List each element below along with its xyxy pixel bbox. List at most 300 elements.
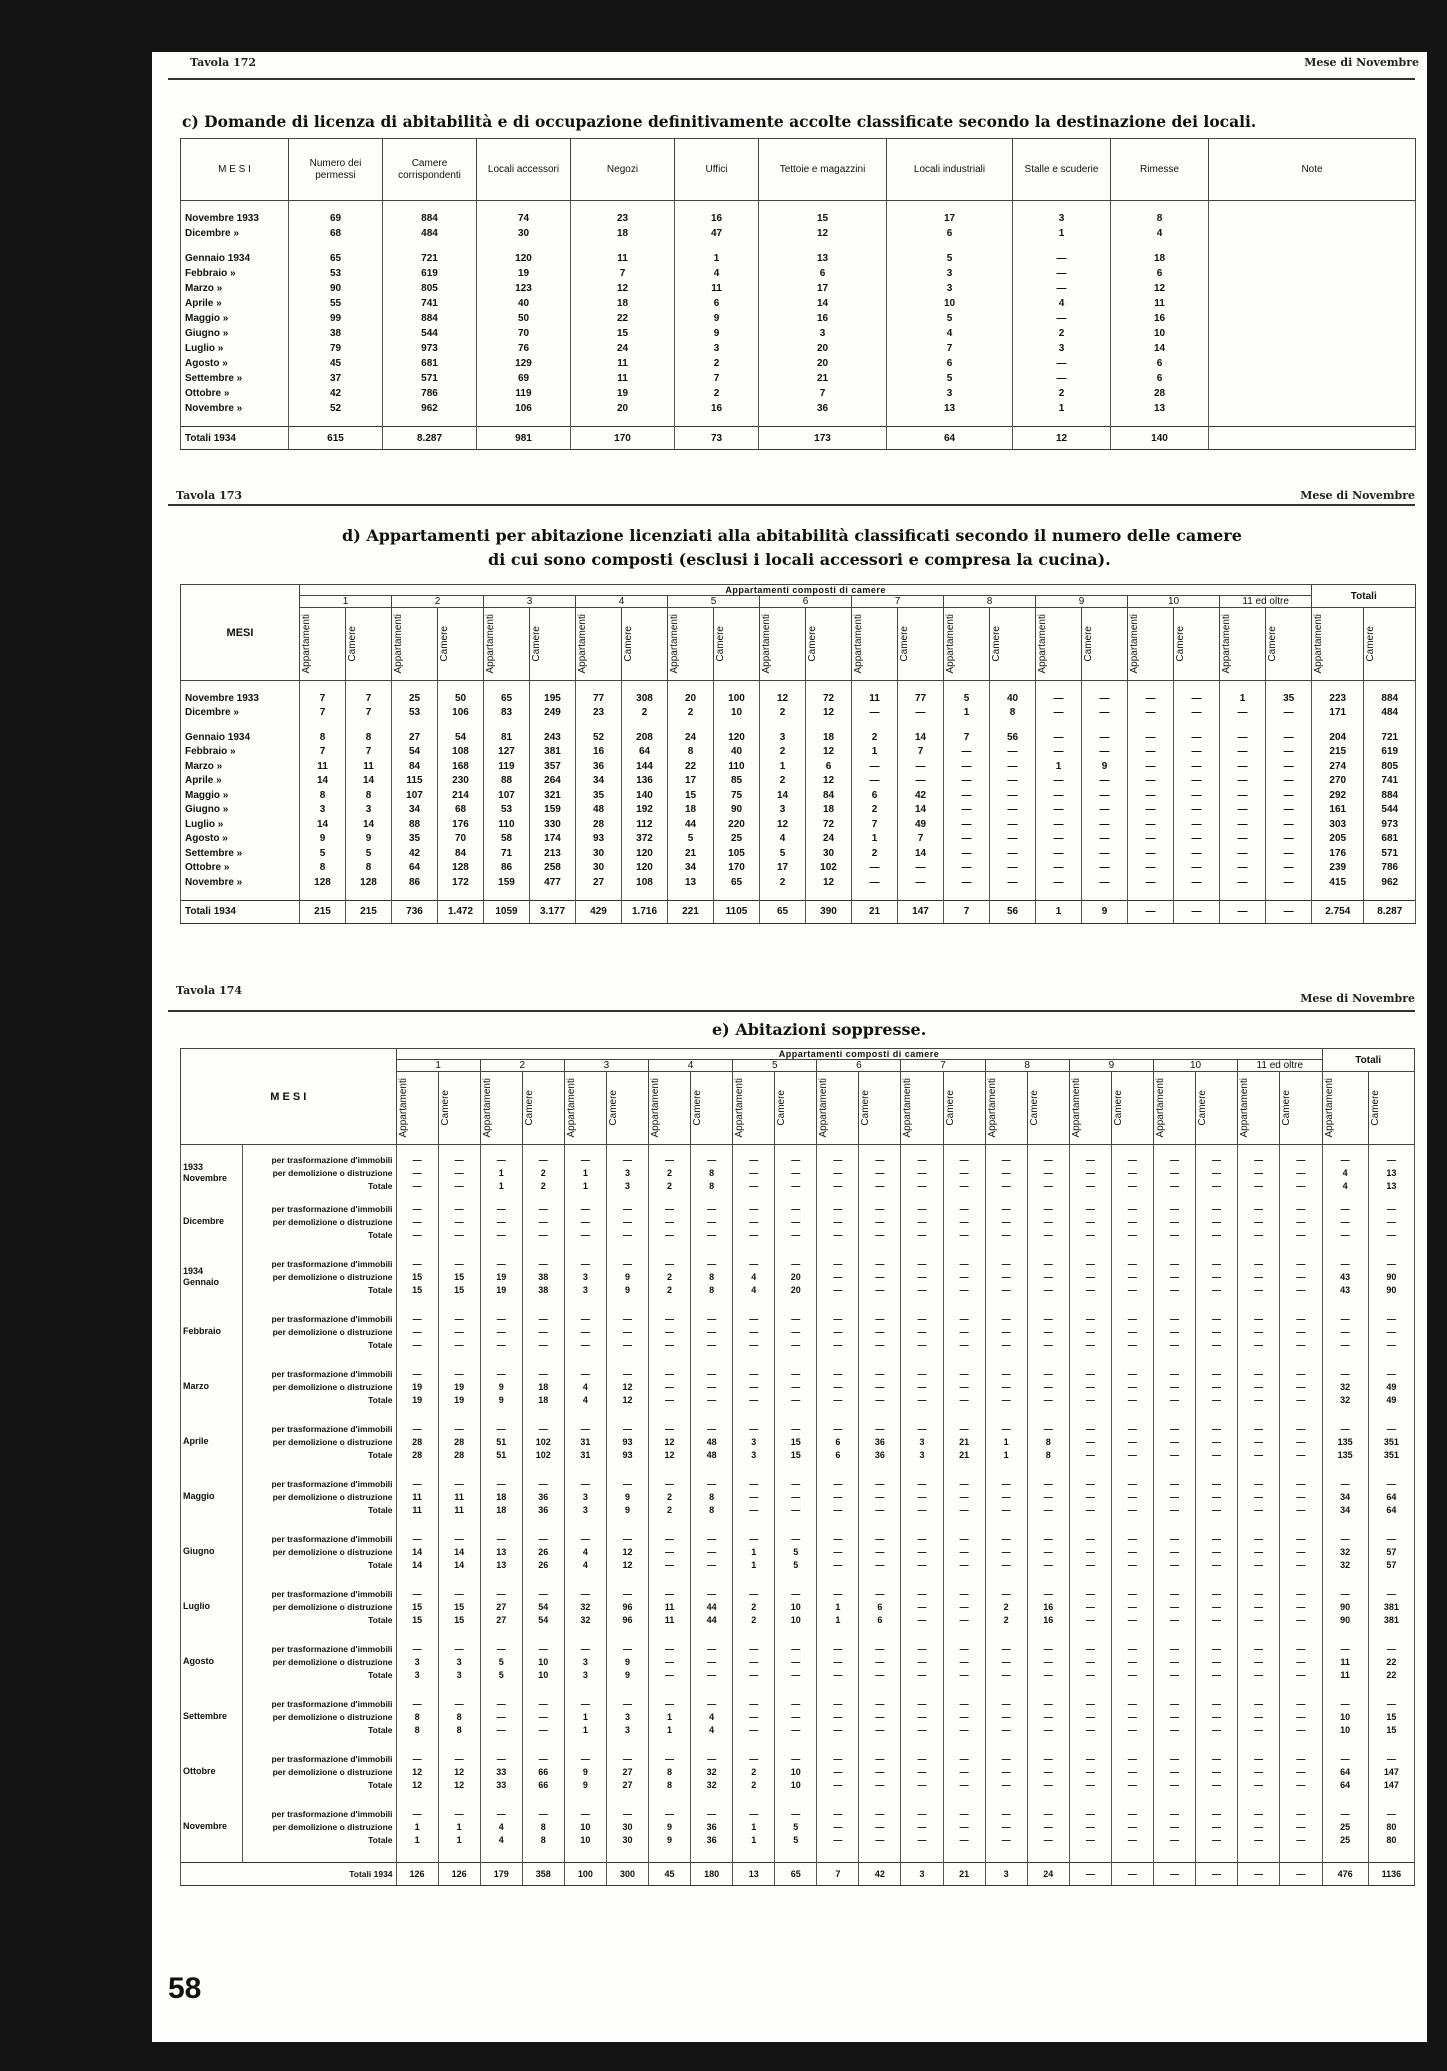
spacer-cell: [714, 890, 760, 901]
row-value: —: [1280, 1503, 1322, 1516]
row-value: —: [733, 1655, 775, 1668]
spacer-cell: [181, 1626, 243, 1642]
row-value: —: [859, 1490, 901, 1503]
row-value: —: [1266, 788, 1312, 803]
row-value: —: [1153, 1532, 1195, 1545]
spacer-cell: [1368, 1846, 1414, 1863]
row-value: 3: [606, 1723, 648, 1736]
row-value: 93: [606, 1435, 648, 1448]
row-value: —: [606, 1587, 648, 1600]
row-value: —: [733, 1422, 775, 1435]
row-value: —: [985, 1202, 1027, 1215]
row-value: —: [438, 1312, 480, 1325]
spacer-cell: [300, 681, 346, 692]
vertical-label: Camere: [899, 626, 910, 662]
row-value: 2: [675, 356, 759, 371]
row-value: —: [1027, 1710, 1069, 1723]
row-value: —: [985, 1257, 1027, 1270]
spacer-cell: [477, 201, 571, 212]
spacer-cell: [1322, 1571, 1368, 1587]
note-cell: [1209, 226, 1416, 241]
row-value: 120: [622, 846, 668, 861]
row-value: —: [1128, 803, 1174, 818]
table-e-row: [181, 1587, 1415, 1600]
spacer-cell: [1196, 1846, 1238, 1863]
row-value: 6: [759, 266, 887, 281]
row-value: —: [564, 1312, 606, 1325]
row-value: —: [1238, 1820, 1280, 1833]
row-value: —: [564, 1697, 606, 1710]
row-value: —: [522, 1532, 564, 1545]
row-value: 16: [675, 401, 759, 416]
row-value: —: [438, 1367, 480, 1380]
row-value: —: [1153, 1723, 1195, 1736]
spacer-cell: [606, 1626, 648, 1642]
row-value: 13: [1368, 1179, 1414, 1192]
spacer-cell: [1266, 890, 1312, 901]
row-value: —: [817, 1367, 859, 1380]
row-value: —: [480, 1202, 522, 1215]
spacer-cell: [649, 1736, 691, 1752]
row-value: —: [1238, 1228, 1280, 1241]
row-month: Maggio »: [181, 311, 289, 326]
row-value: 2: [733, 1778, 775, 1791]
row-value: —: [1220, 846, 1266, 861]
row-value: —: [1238, 1600, 1280, 1613]
row-value: —: [1027, 1270, 1069, 1283]
row-value: 22: [571, 311, 675, 326]
spacer-cell: [438, 1626, 480, 1642]
spacer-cell: [438, 1241, 480, 1257]
spacer-cell: [859, 1461, 901, 1477]
vertical-label: Appartamenti: [481, 1078, 493, 1138]
row-value: —: [1013, 281, 1111, 296]
row-value: —: [1196, 1545, 1238, 1558]
row-value: —: [396, 1325, 438, 1338]
row-value: —: [438, 1215, 480, 1228]
row-value: 36: [859, 1435, 901, 1448]
spacer-cell: [606, 1571, 648, 1587]
row-value: 11: [396, 1503, 438, 1516]
row-value: 9: [564, 1778, 606, 1791]
row-value: 26: [522, 1558, 564, 1571]
vertical-label: Camere: [807, 626, 818, 662]
spacer-cell: [943, 1145, 985, 1154]
row-value: 1: [985, 1435, 1027, 1448]
row-value: —: [1322, 1477, 1368, 1490]
row-value: —: [859, 1270, 901, 1283]
row-value: 2: [733, 1765, 775, 1778]
row-value: 681: [1364, 832, 1416, 847]
table-d-row: [181, 788, 1416, 803]
row-value: —: [901, 1532, 943, 1545]
row-value: —: [1196, 1380, 1238, 1393]
row-value: —: [1027, 1545, 1069, 1558]
row-value: 330: [530, 817, 576, 832]
row-value: 120: [714, 730, 760, 745]
row-value: 12: [606, 1393, 648, 1406]
row-value: —: [775, 1215, 817, 1228]
row-value: 3: [1013, 211, 1111, 226]
row-value: —: [649, 1545, 691, 1558]
table-e-row: [181, 1166, 1415, 1179]
row-value: —: [691, 1668, 733, 1681]
spacer-cell: [1280, 1846, 1322, 1863]
row-value: —: [817, 1545, 859, 1558]
spacer-cell: [691, 1626, 733, 1642]
row-value: 28: [438, 1435, 480, 1448]
row-value: —: [775, 1422, 817, 1435]
row-value: —: [1153, 1202, 1195, 1215]
row-value: —: [1111, 1697, 1153, 1710]
row-value: 15: [1368, 1723, 1414, 1736]
row-value: 6: [859, 1613, 901, 1626]
spacer-cell: [943, 1571, 985, 1587]
row-sub-label: Totale: [242, 1283, 396, 1296]
spacer-cell: [859, 1846, 901, 1863]
row-month: 1934 Gennaio: [181, 1257, 243, 1296]
spacer-cell: [622, 720, 668, 730]
row-value: —: [1111, 1807, 1153, 1820]
row-value: 86: [392, 875, 438, 890]
row-value: —: [1174, 875, 1220, 890]
spacer-cell: [901, 1626, 943, 1642]
row-value: 17: [887, 211, 1013, 226]
table-e-sub-header-appartamenti: [564, 1072, 606, 1145]
note-cell: [1209, 326, 1416, 341]
row-value: —: [1153, 1257, 1195, 1270]
spacer-cell: [1069, 1791, 1111, 1807]
spacer-cell: [943, 1516, 985, 1532]
row-value: 3: [564, 1655, 606, 1668]
spacer-cell: [943, 1192, 985, 1202]
row-value: —: [1128, 745, 1174, 760]
row-value: —: [817, 1820, 859, 1833]
spacer-cell: [522, 1406, 564, 1422]
spacer-cell: [675, 416, 759, 427]
row-value: 270: [1312, 774, 1364, 789]
row-value: —: [1196, 1807, 1238, 1820]
row-value: —: [859, 1393, 901, 1406]
spacer-cell: [522, 1516, 564, 1532]
row-value: 2: [985, 1600, 1027, 1613]
table-e-spacer: [181, 1351, 1415, 1367]
row-value: 13: [480, 1558, 522, 1571]
spacer-cell: [522, 1145, 564, 1154]
row-value: —: [901, 1587, 943, 1600]
spacer-cell: [438, 1681, 480, 1697]
row-value: 15: [396, 1270, 438, 1283]
row-value: 8: [1027, 1448, 1069, 1461]
row-value: 4: [564, 1393, 606, 1406]
row-value: 721: [1364, 730, 1416, 745]
spacer-cell: [1128, 720, 1174, 730]
row-value: 65: [289, 251, 383, 266]
row-value: 2: [852, 803, 898, 818]
row-value: —: [396, 1312, 438, 1325]
row-value: 66: [522, 1765, 564, 1778]
table-c-row: [181, 296, 1416, 311]
row-value: —: [691, 1228, 733, 1241]
row-value: —: [943, 1668, 985, 1681]
row-value: —: [1111, 1655, 1153, 1668]
row-value: 1: [480, 1166, 522, 1179]
row-value: —: [733, 1587, 775, 1600]
row-value: 105: [714, 846, 760, 861]
vertical-label: Camere: [1365, 626, 1377, 662]
row-value: —: [691, 1642, 733, 1655]
vertical-label: Camere: [347, 626, 358, 662]
row-value: 6: [859, 1600, 901, 1613]
vertical-label: Camere: [860, 1090, 872, 1126]
row-value: —: [1196, 1532, 1238, 1545]
row-value: —: [606, 1752, 648, 1765]
row-value: —: [1280, 1752, 1322, 1765]
row-value: —: [1111, 1587, 1153, 1600]
spacer-cell: [1111, 1145, 1153, 1154]
spacer-cell: [691, 1571, 733, 1587]
row-value: 24: [668, 730, 714, 745]
row-value: —: [1036, 745, 1082, 760]
table-d-row: [181, 817, 1416, 832]
row-value: 1: [1220, 691, 1266, 706]
row-value: 1: [817, 1600, 859, 1613]
row-value: 3: [760, 803, 806, 818]
row-month: Gennaio 1934: [181, 730, 300, 745]
spacer-cell: [1027, 1571, 1069, 1587]
row-value: 5: [300, 846, 346, 861]
row-value: —: [1238, 1710, 1280, 1723]
row-value: —: [859, 1202, 901, 1215]
table-e-size-header: 6: [817, 1060, 901, 1072]
row-value: 619: [383, 266, 477, 281]
table-d-sub-header-appartamenti: [760, 608, 806, 681]
spacer-cell: [1368, 1516, 1414, 1532]
row-value: —: [649, 1367, 691, 1380]
row-value: —: [775, 1166, 817, 1179]
total-value: —: [1220, 900, 1266, 923]
row-value: —: [480, 1642, 522, 1655]
row-value: 9: [1082, 759, 1128, 774]
spacer-cell: [775, 1296, 817, 1312]
row-value: 28: [1111, 386, 1209, 401]
spacer-cell: [522, 1296, 564, 1312]
row-value: 27: [480, 1613, 522, 1626]
row-value: —: [985, 1215, 1027, 1228]
row-value: 11: [300, 759, 346, 774]
row-sub-label: Totale: [242, 1179, 396, 1192]
row-value: —: [944, 817, 990, 832]
spacer-cell: [181, 1145, 243, 1154]
row-value: 3: [759, 326, 887, 341]
spacer-cell: [438, 1296, 480, 1312]
spacer-cell: [714, 720, 760, 730]
row-value: —: [859, 1723, 901, 1736]
row-value: —: [1027, 1503, 1069, 1516]
spacer-cell: [817, 1296, 859, 1312]
row-value: 35: [392, 832, 438, 847]
note-cell: [1209, 281, 1416, 296]
table-c-header-cell: Locali accessori: [477, 139, 571, 201]
row-value: —: [943, 1202, 985, 1215]
spacer-cell: [242, 1461, 396, 1477]
spacer-cell: [901, 1846, 943, 1863]
tavola-173-label: Tavola 173: [176, 489, 243, 502]
spacer-cell: [1322, 1296, 1368, 1312]
row-value: 2: [852, 730, 898, 745]
row-value: 47: [675, 226, 759, 241]
row-value: —: [733, 1503, 775, 1516]
spacer-cell: [1174, 681, 1220, 692]
row-value: —: [1368, 1325, 1414, 1338]
row-value: 25: [1322, 1833, 1368, 1846]
row-value: —: [1238, 1283, 1280, 1296]
row-value: —: [1280, 1477, 1322, 1490]
spacer-cell: [1280, 1626, 1322, 1642]
vertical-label: Appartamenti: [853, 614, 864, 674]
row-value: 6: [817, 1448, 859, 1461]
spacer-cell: [480, 1145, 522, 1154]
row-value: 34: [576, 774, 622, 789]
row-value: 66: [522, 1778, 564, 1791]
row-value: —: [1368, 1228, 1414, 1241]
row-value: —: [985, 1283, 1027, 1296]
row-value: —: [859, 1642, 901, 1655]
spacer-cell: [985, 1241, 1027, 1257]
row-value: 4: [480, 1833, 522, 1846]
spacer-cell: [943, 1736, 985, 1752]
row-value: 90: [1368, 1283, 1414, 1296]
row-value: —: [1069, 1393, 1111, 1406]
row-value: —: [901, 1833, 943, 1846]
row-value: 16: [1027, 1600, 1069, 1613]
row-value: —: [901, 1257, 943, 1270]
row-value: —: [859, 1710, 901, 1723]
row-value: 5: [346, 846, 392, 861]
row-value: —: [1153, 1166, 1195, 1179]
row-value: —: [522, 1215, 564, 1228]
spacer-cell: [649, 1626, 691, 1642]
row-value: —: [1280, 1820, 1322, 1833]
row-value: 20: [668, 691, 714, 706]
row-value: 27: [392, 730, 438, 745]
row-value: —: [438, 1422, 480, 1435]
row-value: 10: [564, 1833, 606, 1846]
row-value: —: [1280, 1367, 1322, 1380]
row-value: 4: [564, 1380, 606, 1393]
row-value: 21: [943, 1448, 985, 1461]
row-value: —: [1196, 1668, 1238, 1681]
spacer-cell: [859, 1791, 901, 1807]
row-value: —: [1280, 1613, 1322, 1626]
row-value: —: [480, 1367, 522, 1380]
total-value: —: [1111, 1863, 1153, 1886]
spacer-cell: [901, 1681, 943, 1697]
vertical-label: Camere: [1175, 626, 1186, 662]
row-value: —: [649, 1558, 691, 1571]
spacer-cell: [181, 1461, 243, 1477]
table-e-row: [181, 1338, 1415, 1351]
spacer-cell: [522, 1736, 564, 1752]
row-value: 7: [852, 817, 898, 832]
spacer-cell: [817, 1791, 859, 1807]
row-value: —: [1128, 759, 1174, 774]
row-value: 9: [564, 1765, 606, 1778]
vertical-label: Appartamenti: [1129, 614, 1140, 674]
table-d-top-rule: [168, 504, 1415, 506]
note-cell: [1209, 311, 1416, 326]
row-value: 159: [530, 803, 576, 818]
row-value: 6: [1111, 356, 1209, 371]
row-value: 93: [606, 1448, 648, 1461]
row-value: —: [1111, 1710, 1153, 1723]
row-value: 34: [1322, 1503, 1368, 1516]
row-value: —: [606, 1367, 648, 1380]
row-value: —: [438, 1697, 480, 1710]
row-value: —: [1196, 1325, 1238, 1338]
row-value: —: [943, 1490, 985, 1503]
row-value: —: [733, 1642, 775, 1655]
spacer-cell: [480, 1192, 522, 1202]
row-value: 83: [484, 706, 530, 721]
row-value: 1: [564, 1710, 606, 1723]
row-value: —: [1069, 1490, 1111, 1503]
row-value: —: [817, 1338, 859, 1351]
vertical-label: Camere: [776, 1090, 788, 1126]
vertical-label: Appartamenti: [986, 1078, 998, 1138]
row-value: 14: [1111, 341, 1209, 356]
spacer-cell: [859, 1351, 901, 1367]
row-value: 44: [668, 817, 714, 832]
row-value: —: [1196, 1367, 1238, 1380]
row-value: —: [1266, 745, 1312, 760]
table-c-row: [181, 401, 1416, 416]
spacer-cell: [1027, 1461, 1069, 1477]
row-value: —: [438, 1752, 480, 1765]
spacer-cell: [775, 1406, 817, 1422]
row-sub-label: per trasformazione d'immobili: [242, 1202, 396, 1215]
row-value: 18: [668, 803, 714, 818]
row-value: —: [1238, 1202, 1280, 1215]
row-value: 88: [392, 817, 438, 832]
spacer-cell: [901, 1351, 943, 1367]
row-value: —: [1027, 1153, 1069, 1166]
row-value: 7: [346, 691, 392, 706]
row-value: 13: [759, 251, 887, 266]
row-value: —: [1280, 1587, 1322, 1600]
row-value: —: [990, 832, 1036, 847]
table-d-sub-header-appartamenti: [668, 608, 714, 681]
table-e: [180, 1048, 1415, 1886]
row-value: 477: [530, 875, 576, 890]
row-value: —: [775, 1179, 817, 1192]
spacer-cell: [1069, 1736, 1111, 1752]
row-value: 64: [392, 861, 438, 876]
spacer-cell: [1322, 1681, 1368, 1697]
total-value: 215: [300, 900, 346, 923]
row-value: —: [901, 1325, 943, 1338]
spacer-cell: [649, 1192, 691, 1202]
spacer-cell: [985, 1461, 1027, 1477]
row-value: —: [817, 1202, 859, 1215]
row-value: 34: [668, 861, 714, 876]
row-value: —: [691, 1477, 733, 1490]
row-value: —: [901, 1723, 943, 1736]
total-value: 981: [477, 427, 571, 450]
table-c-header-cell: M E S I: [181, 139, 289, 201]
spacer-cell: [859, 1516, 901, 1532]
row-value: 884: [383, 211, 477, 226]
